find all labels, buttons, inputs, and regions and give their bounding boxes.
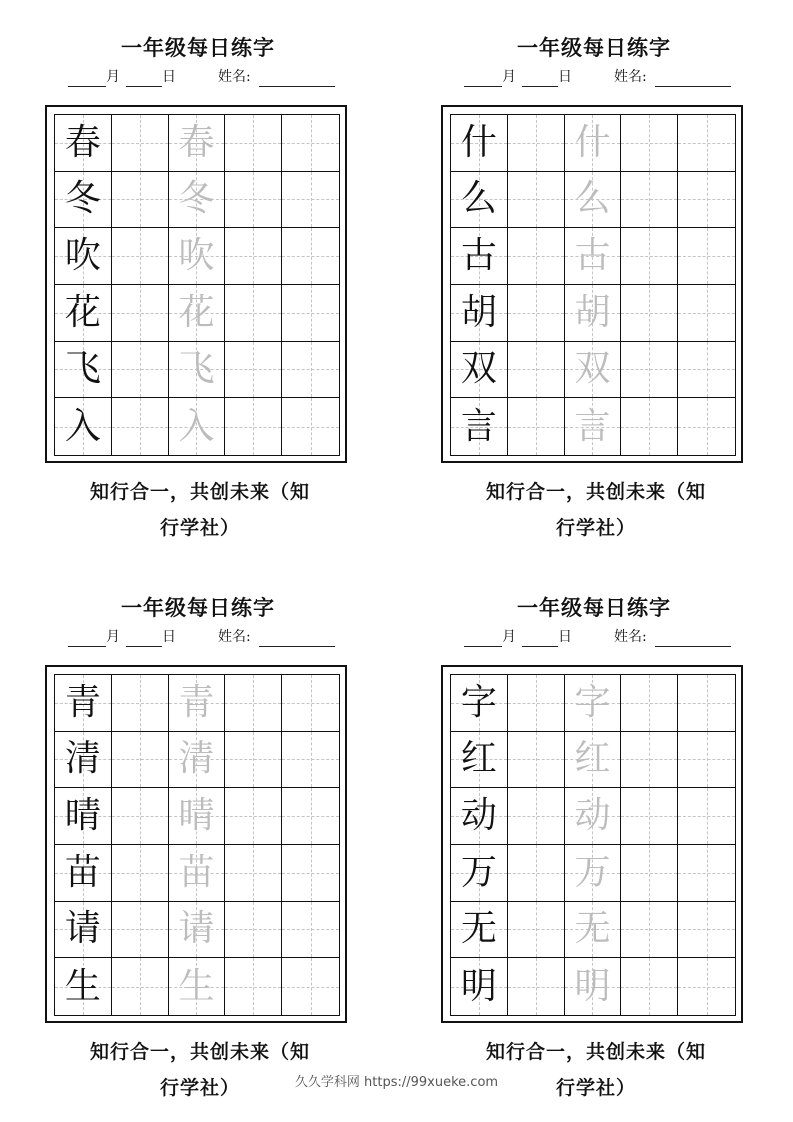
motto-line-1: 知行合一，共创未来（知 [485, 481, 706, 503]
trace-char-cell[interactable] [169, 675, 226, 732]
model-char-cell [451, 342, 508, 399]
trace-char: 清 [178, 738, 215, 780]
model-char: 字 [460, 681, 497, 723]
name-label: 姓名: [614, 69, 647, 85]
empty-practice-cell[interactable] [225, 675, 282, 732]
trace-char: 春 [178, 121, 215, 163]
empty-practice-cell[interactable] [621, 285, 678, 342]
model-char: 双 [460, 348, 497, 390]
trace-char: 飞 [178, 348, 215, 390]
trace-char: 双 [574, 348, 611, 390]
empty-practice-cell[interactable] [225, 285, 282, 342]
date-name-row [48, 67, 368, 87]
trace-char: 请 [178, 908, 215, 950]
trace-char-cell[interactable] [565, 398, 622, 455]
motto-line-1: 知行合一，共创未来（知 [89, 1041, 310, 1063]
trace-char-cell[interactable] [565, 228, 622, 285]
trace-char-cell[interactable] [169, 342, 226, 399]
practice-sheet-3 [48, 593, 368, 1099]
empty-practice-cell[interactable] [282, 228, 339, 285]
trace-char: 晴 [178, 795, 215, 837]
model-char-cell [451, 788, 508, 845]
empty-practice-cell[interactable] [678, 342, 735, 399]
name-blank[interactable] [655, 72, 731, 87]
empty-practice-cell[interactable] [225, 228, 282, 285]
model-char-cell [451, 732, 508, 789]
trace-char-cell[interactable] [169, 398, 226, 455]
empty-practice-cell[interactable] [678, 732, 735, 789]
empty-practice-cell[interactable] [112, 845, 169, 902]
empty-practice-cell[interactable] [225, 845, 282, 902]
trace-char: 入 [178, 405, 215, 447]
tian-grid [450, 114, 736, 456]
empty-practice-cell[interactable] [621, 958, 678, 1015]
empty-practice-cell[interactable] [112, 732, 169, 789]
model-char: 万 [460, 851, 497, 893]
day-blank[interactable] [126, 72, 162, 87]
empty-practice-cell[interactable] [508, 398, 565, 455]
empty-practice-cell[interactable] [678, 845, 735, 902]
empty-practice-cell[interactable] [508, 172, 565, 229]
trace-char-cell[interactable] [169, 228, 226, 285]
empty-practice-cell[interactable] [508, 845, 565, 902]
trace-char: 明 [574, 965, 611, 1007]
model-char-cell [55, 285, 112, 342]
day-label: 日 [558, 629, 572, 645]
empty-practice-cell[interactable] [678, 398, 735, 455]
practice-frame [441, 665, 743, 1023]
trace-char: 动 [574, 795, 611, 837]
date-name-row [48, 627, 368, 647]
empty-practice-cell[interactable] [678, 285, 735, 342]
empty-practice-cell[interactable] [678, 172, 735, 229]
name-blank[interactable] [655, 632, 731, 647]
month-blank[interactable] [68, 632, 106, 647]
model-char: 无 [460, 908, 497, 950]
month-blank[interactable] [68, 72, 106, 87]
model-char-cell [55, 732, 112, 789]
empty-practice-cell[interactable] [508, 902, 565, 959]
empty-practice-cell[interactable] [678, 228, 735, 285]
day-blank[interactable] [522, 72, 558, 87]
model-char-cell [55, 675, 112, 732]
motto-line-1: 知行合一，共创未来（知 [485, 1041, 706, 1063]
trace-char-cell[interactable] [565, 902, 622, 959]
trace-char: 花 [178, 291, 215, 333]
day-label: 日 [162, 69, 176, 85]
practice-frame [441, 105, 743, 463]
practice-sheet-4 [444, 593, 764, 1099]
empty-practice-cell[interactable] [112, 115, 169, 172]
motto-line-2: 行学社） [159, 517, 240, 539]
empty-practice-cell[interactable] [112, 228, 169, 285]
month-blank[interactable] [464, 72, 502, 87]
empty-practice-cell[interactable] [112, 958, 169, 1015]
tian-grid [54, 114, 340, 456]
day-blank[interactable] [522, 632, 558, 647]
trace-char: 无 [574, 908, 611, 950]
trace-char: 吹 [178, 235, 215, 277]
empty-practice-cell[interactable] [621, 228, 678, 285]
model-char: 飞 [64, 348, 101, 390]
empty-practice-cell[interactable] [508, 675, 565, 732]
sheet-title: 一年级每日练字 [121, 595, 275, 620]
empty-practice-cell[interactable] [621, 732, 678, 789]
trace-char-cell[interactable] [565, 675, 622, 732]
empty-practice-cell[interactable] [225, 342, 282, 399]
day-label: 日 [162, 629, 176, 645]
day-blank[interactable] [126, 632, 162, 647]
empty-practice-cell[interactable] [282, 788, 339, 845]
watermark: 久久学科网 https://99xueke.com [294, 1075, 499, 1090]
empty-practice-cell[interactable] [112, 675, 169, 732]
motto [431, 474, 761, 546]
trace-char: 么 [574, 178, 611, 220]
day-label: 日 [558, 69, 572, 85]
model-char: 入 [64, 405, 101, 447]
motto [35, 474, 365, 546]
model-char: 苗 [64, 851, 101, 893]
trace-char-cell[interactable] [565, 788, 622, 845]
practice-sheet-2 [444, 33, 764, 539]
empty-practice-cell[interactable] [282, 902, 339, 959]
name-blank[interactable] [259, 632, 335, 647]
tian-grid [54, 674, 340, 1016]
trace-char: 字 [574, 681, 611, 723]
empty-practice-cell[interactable] [678, 788, 735, 845]
name-label: 姓名: [614, 629, 647, 645]
trace-char-cell[interactable] [169, 115, 226, 172]
empty-practice-cell[interactable] [621, 675, 678, 732]
trace-char-cell[interactable] [169, 902, 226, 959]
trace-char-cell[interactable] [565, 285, 622, 342]
empty-practice-cell[interactable] [508, 228, 565, 285]
month-label: 月 [502, 69, 516, 85]
model-char: 动 [460, 795, 497, 837]
model-char-cell [451, 285, 508, 342]
trace-char: 胡 [574, 291, 611, 333]
model-char-cell [451, 675, 508, 732]
model-char-cell [55, 228, 112, 285]
empty-practice-cell[interactable] [282, 675, 339, 732]
trace-char: 言 [574, 405, 611, 447]
empty-practice-cell[interactable] [225, 172, 282, 229]
month-label: 月 [106, 629, 120, 645]
motto-line-2: 行学社） [555, 517, 636, 539]
trace-char-cell[interactable] [565, 115, 622, 172]
empty-practice-cell[interactable] [678, 115, 735, 172]
practice-sheet-1 [48, 33, 368, 539]
trace-char-cell[interactable] [169, 845, 226, 902]
motto [431, 1034, 761, 1106]
empty-practice-cell[interactable] [282, 732, 339, 789]
motto-line-2: 行学社） [555, 1077, 636, 1099]
trace-char-cell[interactable] [169, 285, 226, 342]
empty-practice-cell[interactable] [225, 958, 282, 1015]
date-name-row [444, 627, 764, 647]
empty-practice-cell[interactable] [508, 285, 565, 342]
trace-char: 什 [574, 121, 611, 163]
empty-practice-cell[interactable] [508, 342, 565, 399]
empty-practice-cell[interactable] [112, 902, 169, 959]
tian-grid [450, 674, 736, 1016]
sheet-title: 一年级每日练字 [121, 35, 275, 60]
empty-practice-cell[interactable] [282, 342, 339, 399]
model-char: 什 [460, 121, 497, 163]
month-blank[interactable] [464, 632, 502, 647]
empty-practice-cell[interactable] [678, 958, 735, 1015]
empty-practice-cell[interactable] [225, 115, 282, 172]
empty-practice-cell[interactable] [225, 788, 282, 845]
empty-practice-cell[interactable] [621, 115, 678, 172]
trace-char-cell[interactable] [169, 788, 226, 845]
empty-practice-cell[interactable] [621, 845, 678, 902]
sheet-title: 一年级每日练字 [517, 595, 671, 620]
model-char: 花 [64, 291, 101, 333]
model-char-cell [55, 845, 112, 902]
empty-practice-cell[interactable] [112, 342, 169, 399]
empty-practice-cell[interactable] [678, 902, 735, 959]
empty-practice-cell[interactable] [112, 788, 169, 845]
empty-practice-cell[interactable] [225, 902, 282, 959]
model-char-cell [55, 958, 112, 1015]
model-char-cell [55, 398, 112, 455]
empty-practice-cell[interactable] [225, 398, 282, 455]
model-char-cell [451, 398, 508, 455]
model-char: 言 [460, 405, 497, 447]
empty-practice-cell[interactable] [621, 172, 678, 229]
model-char-cell [55, 902, 112, 959]
empty-practice-cell[interactable] [282, 958, 339, 1015]
trace-char-cell[interactable] [169, 172, 226, 229]
trace-char-cell[interactable] [169, 732, 226, 789]
empty-practice-cell[interactable] [621, 902, 678, 959]
model-char: 吹 [64, 235, 101, 277]
trace-char: 苗 [178, 851, 215, 893]
trace-char: 生 [178, 965, 215, 1007]
month-label: 月 [502, 629, 516, 645]
model-char-cell [451, 115, 508, 172]
model-char-cell [55, 342, 112, 399]
trace-char-cell[interactable] [565, 958, 622, 1015]
trace-char-cell[interactable] [169, 958, 226, 1015]
model-char-cell [451, 958, 508, 1015]
empty-practice-cell[interactable] [508, 958, 565, 1015]
name-label: 姓名: [218, 629, 251, 645]
trace-char: 万 [574, 851, 611, 893]
empty-practice-cell[interactable] [282, 845, 339, 902]
model-char: 晴 [64, 795, 101, 837]
trace-char-cell[interactable] [565, 172, 622, 229]
empty-practice-cell[interactable] [282, 115, 339, 172]
motto [35, 1034, 365, 1106]
model-char: 明 [460, 965, 497, 1007]
empty-practice-cell[interactable] [282, 285, 339, 342]
trace-char-cell[interactable] [565, 342, 622, 399]
model-char: 么 [460, 178, 497, 220]
trace-char: 青 [178, 681, 215, 723]
empty-practice-cell[interactable] [282, 172, 339, 229]
empty-practice-cell[interactable] [112, 398, 169, 455]
model-char: 生 [64, 965, 101, 1007]
practice-frame [45, 105, 347, 463]
sheet-title: 一年级每日练字 [517, 35, 671, 60]
model-char: 春 [64, 121, 101, 163]
trace-char: 红 [574, 738, 611, 780]
empty-practice-cell[interactable] [225, 732, 282, 789]
trace-char: 冬 [178, 178, 215, 220]
trace-char-cell[interactable] [565, 732, 622, 789]
model-char: 青 [64, 681, 101, 723]
empty-practice-cell[interactable] [508, 115, 565, 172]
motto-line-1: 知行合一，共创未来（知 [89, 481, 310, 503]
empty-practice-cell[interactable] [112, 172, 169, 229]
month-label: 月 [106, 69, 120, 85]
model-char: 清 [64, 738, 101, 780]
model-char-cell [55, 788, 112, 845]
empty-practice-cell[interactable] [508, 788, 565, 845]
model-char: 胡 [460, 291, 497, 333]
model-char: 红 [460, 738, 497, 780]
model-char: 请 [64, 908, 101, 950]
model-char-cell [451, 902, 508, 959]
name-label: 姓名: [218, 69, 251, 85]
empty-practice-cell[interactable] [112, 285, 169, 342]
practice-frame [45, 665, 347, 1023]
model-char: 冬 [64, 178, 101, 220]
trace-char: 古 [574, 235, 611, 277]
model-char-cell [451, 172, 508, 229]
empty-practice-cell[interactable] [282, 398, 339, 455]
empty-practice-cell[interactable] [508, 732, 565, 789]
name-blank[interactable] [259, 72, 335, 87]
empty-practice-cell[interactable] [621, 342, 678, 399]
empty-practice-cell[interactable] [621, 398, 678, 455]
empty-practice-cell[interactable] [678, 675, 735, 732]
date-name-row [444, 67, 764, 87]
model-char-cell [55, 172, 112, 229]
trace-char-cell[interactable] [565, 845, 622, 902]
model-char-cell [451, 228, 508, 285]
empty-practice-cell[interactable] [621, 788, 678, 845]
motto-line-2: 行学社） [159, 1077, 240, 1099]
model-char-cell [55, 115, 112, 172]
model-char-cell [451, 845, 508, 902]
model-char: 古 [460, 235, 497, 277]
